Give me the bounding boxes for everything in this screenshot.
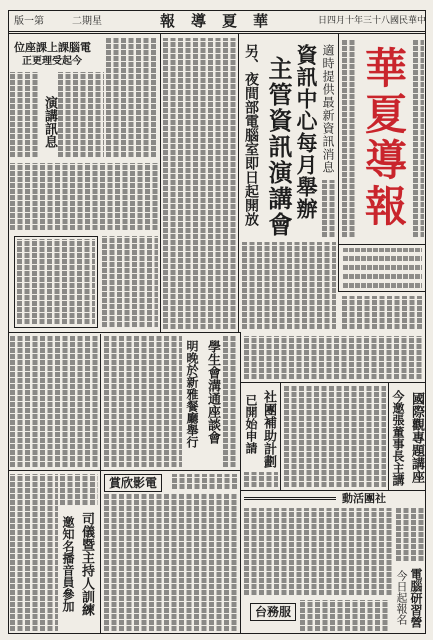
column-rule — [160, 34, 161, 332]
column-rule — [280, 382, 281, 490]
section-rule — [240, 490, 426, 491]
article-text-block — [104, 336, 182, 468]
publication-info-text — [413, 40, 424, 238]
column-rule — [338, 34, 339, 244]
seating-subhead: 今起受理更正 — [22, 56, 82, 67]
movie-headline: 電影欣賞 — [104, 474, 162, 492]
article-text-block — [244, 336, 424, 380]
article-text-block — [17, 239, 95, 325]
article-text-block — [10, 336, 98, 468]
section-rule — [8, 332, 240, 333]
article-text-block — [10, 72, 40, 158]
page-number: 第一版 — [14, 16, 44, 27]
article-text-block — [106, 38, 158, 158]
club-grants-headline: 社團補助計劃 — [261, 390, 276, 468]
article-text-block — [244, 472, 278, 488]
computer-camp-subhead: 今日起報名 — [395, 570, 408, 625]
club-activities-headline: 社團活動 — [342, 492, 386, 505]
issue-date: 中華民國八十三年十月四日 — [318, 16, 427, 26]
address-info-text — [342, 40, 356, 238]
weekday: 星期二 — [72, 16, 102, 27]
seating-headline: 電腦課上課座位 — [14, 41, 91, 54]
section-rule — [8, 470, 240, 471]
article-text-block — [284, 386, 386, 488]
column-rule — [100, 334, 101, 634]
lead-subhead: 另、夜間部電腦室即日起開放 — [243, 44, 259, 226]
article-text-block — [244, 508, 392, 596]
article-text-block — [10, 474, 58, 632]
article-text-block — [396, 508, 424, 562]
article-text-block — [163, 38, 236, 330]
article-text-block — [223, 336, 238, 468]
masthead-logo: 華夏導報 — [359, 46, 408, 230]
column-rule — [238, 34, 239, 332]
student-forum-headline: 學生會溝通座談會 — [205, 340, 220, 444]
article-text-block — [322, 180, 336, 238]
service-desk-headline: 服務台 — [250, 603, 296, 621]
intl-lecture-subhead: 今邀張董事長主講 — [391, 390, 405, 486]
article-text-block — [300, 600, 390, 632]
article-text-block — [342, 296, 424, 330]
header-title: 華夏導報 — [160, 12, 285, 30]
staff-list-text — [342, 248, 422, 288]
emcee-training-subhead: 邀知名播音員參加 — [61, 516, 75, 612]
column-rule — [388, 382, 389, 490]
column-rule — [240, 332, 241, 634]
article-text-block — [172, 474, 238, 490]
lead-headline-1: 資訊中心每月舉辦 — [294, 44, 319, 220]
header-rule — [8, 31, 426, 34]
lead-kicker: 適時提供最新資訊消息 — [321, 44, 335, 174]
lead-headline-2: 主管資訊演講會 — [264, 56, 293, 238]
decorative-rule — [244, 497, 336, 500]
article-text-block — [102, 236, 158, 328]
article-text-block — [104, 494, 238, 632]
section-rule — [240, 382, 426, 383]
computer-camp-headline: 電腦研習營 — [409, 568, 423, 628]
emcee-training-headline: 司儀暨主持人訓練 — [79, 512, 94, 616]
article-text-block — [58, 72, 104, 158]
article-text-block — [242, 242, 336, 330]
intl-lecture-headline: 國際觀專題講座 — [409, 392, 424, 483]
article-text-block — [60, 474, 98, 506]
club-grants-subhead: 已開始申請 — [244, 394, 258, 454]
lecture-info-headline: 演講訊息 — [42, 96, 57, 148]
article-text-block — [10, 163, 158, 231]
student-forum-subhead: 明晚於新雅餐廳舉行 — [185, 340, 199, 448]
